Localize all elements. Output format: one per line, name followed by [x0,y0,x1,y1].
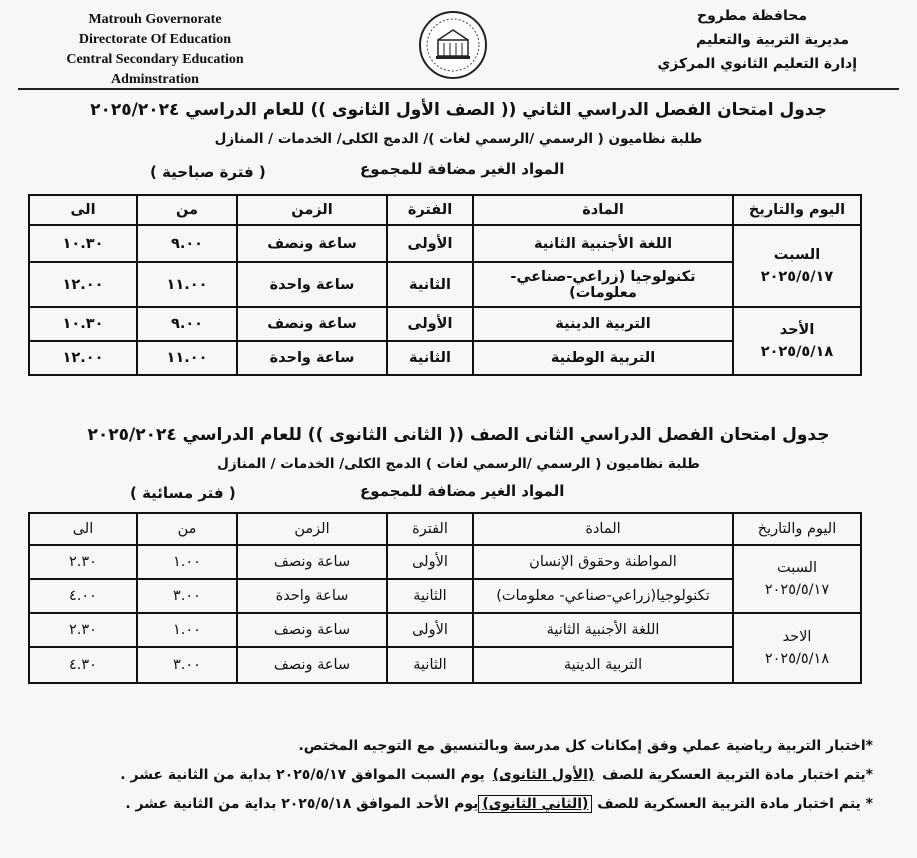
second-year-subtitle: طلبة نظاميون ( الرسمي /الرسمي لغات ) الدمج الكلى/ الخدمات / المنازل [217,456,700,472]
header-period: الفترة [387,195,473,225]
period-cell: الثانية [387,579,473,613]
first-year-subtitle: طلبة نظاميون ( الرسمي /الرسمي لغات )/ الدمج الكلى/ الخدمات / المنازل [214,131,703,147]
from-cell: ١١.٠٠ [137,262,237,307]
header-subject: المادة [473,195,733,225]
duration-cell: ساعة ونصف [237,613,387,647]
to-cell: ١٠.٣٠ [29,225,137,262]
governorate-ar: محافظة مطروح [697,8,807,24]
header-from: من [137,195,237,225]
table-row [29,307,861,341]
first-year-subjects-label: المواد الغير مضافة للمجموع [360,160,565,178]
to-cell: ٢.٣٠ [29,545,137,579]
first-year-schedule-table [28,194,862,376]
header-day-date: اليوم والتاريخ [733,195,861,225]
note-text: يوم السبت الموافق ٢٠٢٥/٥/١٧ بداية من الثانية عشر . [120,767,490,783]
duration-cell: ساعة ونصف [237,647,387,683]
governorate-en: Matrouh Governorate [88,12,222,27]
day-cell [733,307,861,375]
to-cell: ٢.٣٠ [29,613,137,647]
note-text: *يتم اختبار مادة التربية العسكرية للصف [597,767,873,783]
to-cell: ١٢.٠٠ [29,262,137,307]
period-cell: الثانية [387,341,473,375]
day-name: الاحد [782,629,812,645]
header-duration: الزمن [237,513,387,545]
subject-cell: اللغة الأجنبية الثانية [473,613,733,647]
subject-cell: التربية الدينية [473,647,733,683]
ministry-logo-icon [418,10,488,80]
day-date: ٢٠٢٥/٥/١٧ [764,582,830,598]
arabic-header [597,4,857,76]
period-cell: الأولى [387,307,473,341]
period-cell: الثانية [387,262,473,307]
first-year-period-label: ( فترة صباحية ) [150,163,266,181]
first-year-title: جدول امتحان الفصل الدراسي الثاني (( الصف الأول الثانوى )) للعام الدراسي ٢٠٢٥/٢٠٢٤ [90,100,827,120]
duration-cell: ساعة ونصف [237,545,387,579]
header-day-date: اليوم والتاريخ [733,513,861,545]
duration-cell: ساعة ونصف [237,307,387,341]
table-header-row [29,513,861,545]
from-cell: ٩.٠٠ [137,307,237,341]
note-military-second-year [20,790,873,819]
from-cell: ٣.٠٠ [137,579,237,613]
from-cell: ٩.٠٠ [137,225,237,262]
day-cell [733,225,861,307]
header-period: الفترة [387,513,473,545]
subject-cell: التربية الوطنية [473,341,733,375]
directorate-ar: مديرية التربية والتعليم [696,32,849,48]
day-cell [733,613,861,683]
from-cell: ١.٠٠ [137,545,237,579]
subject-cell: اللغة الأجنبية الثانية [473,225,733,262]
period-cell: الأولى [387,613,473,647]
subject-cell: تكنولوجيا(زراعي-صناعي- معلومات) [473,579,733,613]
table-header-row [29,195,861,225]
note-text: يوم الأحد الموافق ٢٠٢٥/٥/١٨ بداية من الثانية عشر . [125,796,479,812]
second-year-period-label: ( فتر مسائية ) [130,484,236,502]
notes [20,732,873,819]
second-year-schedule-table [28,512,862,684]
period-cell: الأولى [387,225,473,262]
to-cell: ١٠.٣٠ [29,307,137,341]
subject-cell: تكنولوجيا (زراعي-صناعي-معلومات) [473,262,733,307]
note-grade-emphasis: (الأول الثانوى) [492,767,595,783]
header-duration: الزمن [237,195,387,225]
second-year-subjects-label: المواد الغير مضافة للمجموع [360,482,565,500]
to-cell: ٤.٣٠ [29,647,137,683]
header-to: الى [29,513,137,545]
duration-cell: ساعة واحدة [237,579,387,613]
note-grade-emphasis: (الثاني الثانوى) [478,795,592,813]
to-cell: ١٢.٠٠ [29,341,137,375]
day-name: الأحد [779,322,815,338]
from-cell: ١١.٠٠ [137,341,237,375]
header-to: الى [29,195,137,225]
duration-cell: ساعة واحدة [237,262,387,307]
directorate-en: Directorate Of Education [78,32,232,47]
table-row [29,225,861,262]
header-divider [18,88,899,90]
from-cell: ٣.٠٠ [137,647,237,683]
period-cell: الثانية [387,647,473,683]
day-date: ٢٠٢٥/٥/١٧ [760,269,834,285]
header-subject: المادة [473,513,733,545]
table-row [29,545,861,579]
administration-ar: إدارة التعليم الثانوي المركزي [657,56,857,72]
day-name: السبت [777,560,817,576]
day-cell [733,545,861,613]
day-name: السبت [773,247,821,263]
note-military-first-year [20,761,873,790]
note-sports: *اختبار التربية رياضية عملي وفق إمكانات كل مدرسة وبالتنسيق مع التوجيه المختص. [298,738,873,754]
english-header [30,10,280,90]
table-row [29,613,861,647]
to-cell: ٤.٠٠ [29,579,137,613]
subject-cell: التربية الدينية [473,307,733,341]
from-cell: ١.٠٠ [137,613,237,647]
subject-cell: المواطنة وحقوق الإنسان [473,545,733,579]
administration-en: Central Secondary Education Adminstration [66,52,244,87]
note-text: * يتم اختبار مادة التربية العسكرية للصف [592,796,873,812]
second-year-title: جدول امتحان الفصل الدراسي الثانى الصف (( الثانى الثانوى )) للعام الدراسي ٢٠٢٥/٢٠٢٤ [87,425,830,445]
header-from: من [137,513,237,545]
period-cell: الأولى [387,545,473,579]
duration-cell: ساعة واحدة [237,341,387,375]
duration-cell: ساعة ونصف [237,225,387,262]
day-date: ٢٠٢٥/٥/١٨ [760,344,834,360]
day-date: ٢٠٢٥/٥/١٨ [764,651,830,667]
